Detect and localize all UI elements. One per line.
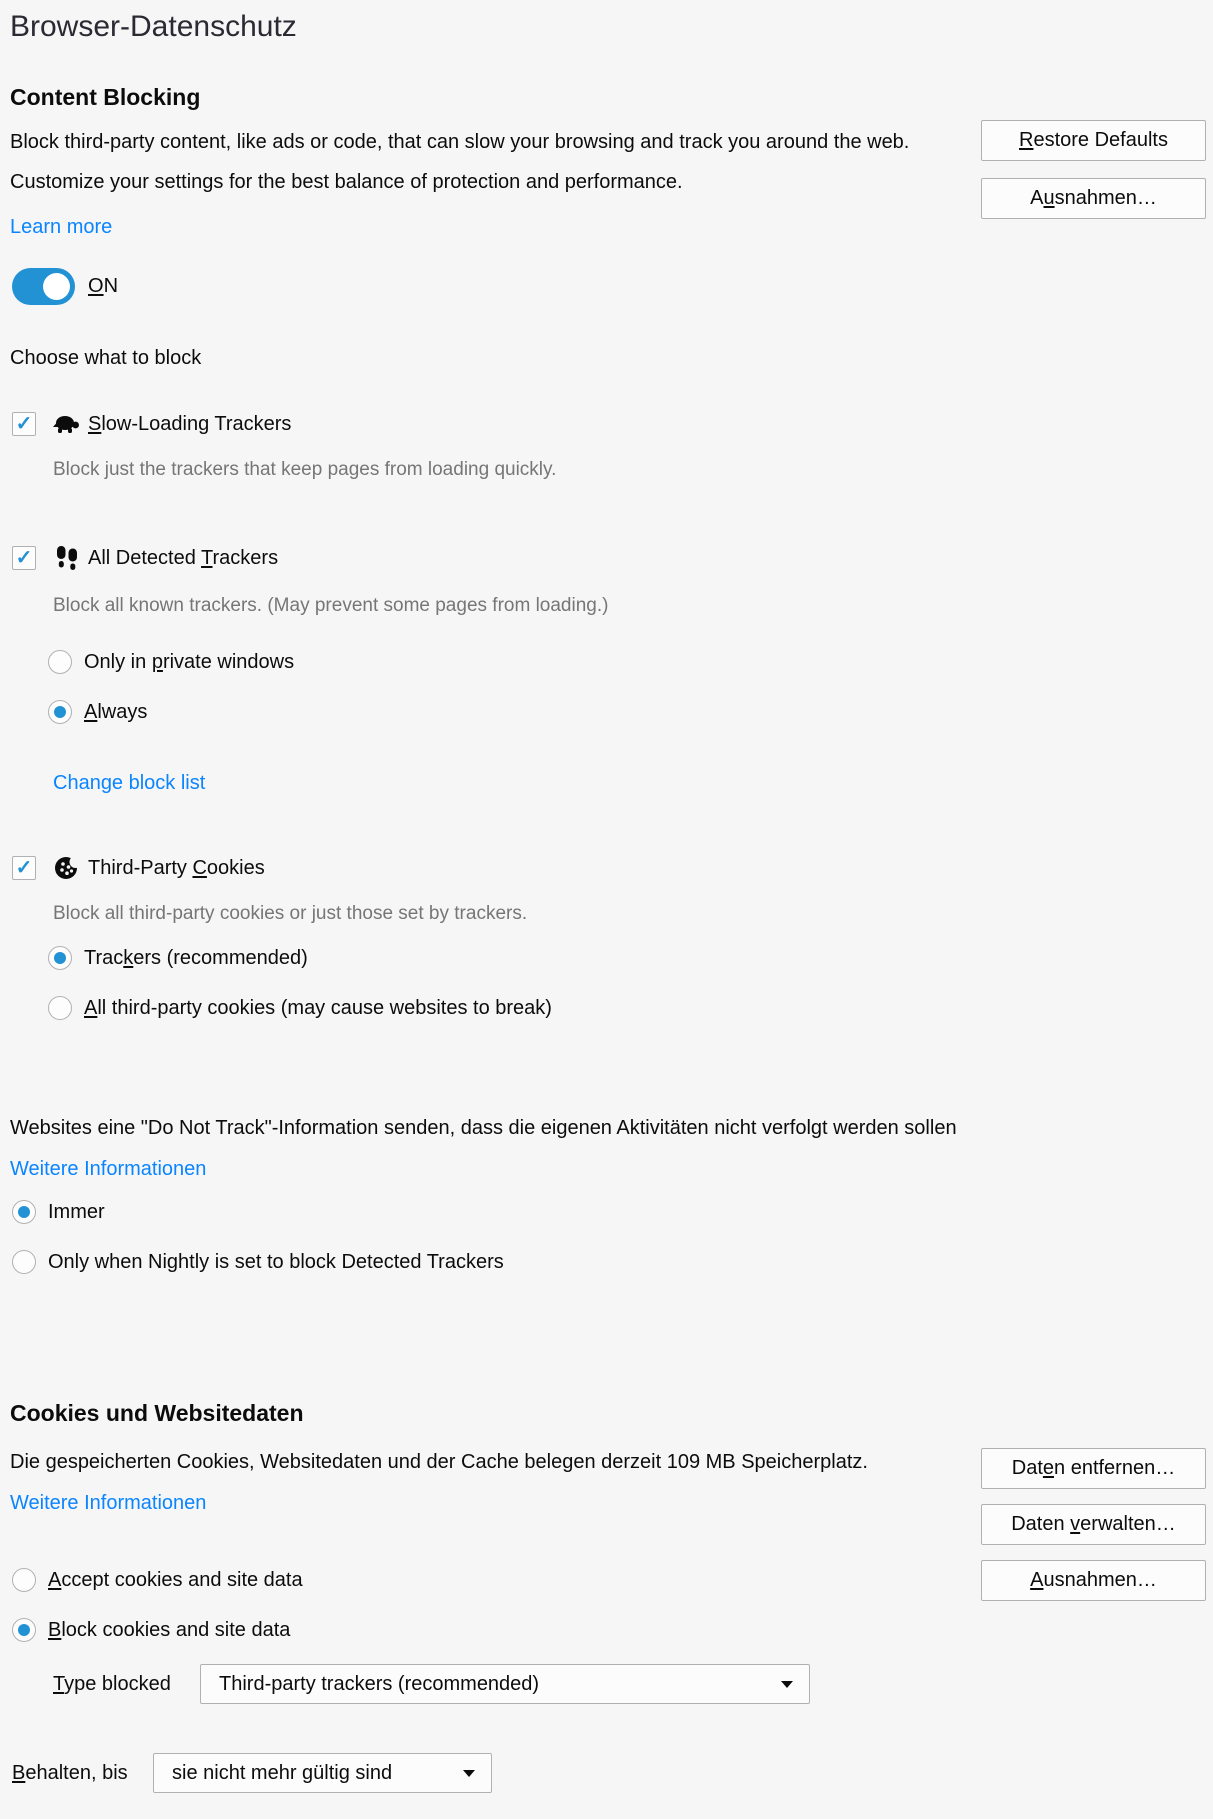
- check-icon: ✓: [15, 413, 33, 435]
- all-detected-trackers-description: Block all known trackers. (May prevent some pages from loading.): [53, 595, 609, 616]
- slow-loading-trackers-row: [10, 410, 1213, 438]
- dnt-always-label[interactable]: Immer: [48, 1200, 105, 1223]
- cookies-heading: Cookies und Websitedaten: [10, 1400, 304, 1426]
- clear-data-button[interactable]: Daten entfernen…: [981, 1448, 1206, 1489]
- all-third-party-cookies-radio[interactable]: [48, 996, 72, 1020]
- check-icon: ✓: [15, 857, 33, 879]
- type-blocked-select[interactable]: [200, 1664, 810, 1704]
- type-blocked-value: Third-party trackers (recommended): [219, 1672, 540, 1695]
- cookies-description: Die gespeicherten Cookies, Websitedaten und der Cache belegen derzeit 109 MB Speicherplatz.: [10, 1451, 868, 1473]
- dnt-nightly-row: [12, 1248, 1213, 1276]
- always-row: [48, 698, 1213, 726]
- only-private-windows-radio[interactable]: [48, 650, 72, 674]
- turtle-icon: [53, 414, 80, 434]
- type-blocked-label: Type blocked: [53, 1672, 171, 1695]
- only-private-windows-label[interactable]: Only in private windows: [84, 650, 295, 673]
- toggle-knob: [43, 273, 70, 300]
- content-blocking-toggle-row: [10, 268, 1213, 305]
- page-title: Browser-Datenschutz: [10, 10, 297, 43]
- dnt-nightly-label[interactable]: Only when Nightly is set to block Detected Trackers: [48, 1250, 504, 1273]
- block-cookies-label[interactable]: Block cookies and site data: [48, 1618, 291, 1641]
- dnt-nightly-radio[interactable]: [12, 1250, 36, 1274]
- third-party-cookies-checkbox[interactable]: [12, 856, 36, 880]
- trackers-recommended-radio[interactable]: [48, 946, 72, 970]
- block-cookies-radio[interactable]: [12, 1618, 36, 1642]
- keep-until-value: sie nicht mehr gültig sind: [172, 1761, 393, 1784]
- third-party-cookies-description: Block all third-party cookies or just those set by trackers.: [53, 903, 528, 924]
- third-party-cookies-row: [10, 854, 1213, 882]
- keep-until-row: [12, 1753, 1213, 1793]
- manage-data-button[interactable]: Daten verwalten…: [981, 1504, 1206, 1545]
- block-cookies-row: [12, 1616, 1213, 1644]
- learn-more-link[interactable]: Learn more: [10, 216, 113, 238]
- keep-until-select[interactable]: [153, 1753, 492, 1793]
- slow-loading-trackers-label[interactable]: Slow-Loading Trackers: [88, 412, 292, 435]
- type-blocked-row: [53, 1664, 1213, 1704]
- check-icon: ✓: [15, 547, 33, 569]
- trackers-recommended-label[interactable]: Trackers (recommended): [84, 946, 308, 969]
- all-detected-trackers-checkbox[interactable]: [12, 546, 36, 570]
- footprints-icon: [53, 546, 80, 570]
- cookies-buttons: [981, 1448, 1206, 1601]
- chevron-down-icon: [781, 1681, 793, 1688]
- chevron-down-icon: [463, 1770, 475, 1777]
- all-third-party-cookies-label[interactable]: All third-party cookies (may cause websites to break): [84, 996, 552, 1019]
- slow-loading-trackers-description: Block just the trackers that keep pages from loading quickly.: [53, 459, 557, 480]
- always-radio[interactable]: [48, 700, 72, 724]
- content-blocking-buttons: [981, 120, 1206, 219]
- toggle-state-label[interactable]: ON: [88, 275, 119, 297]
- cookies-learn-more-link[interactable]: Weitere Informationen: [10, 1492, 207, 1514]
- all-detected-trackers-label[interactable]: All Detected Trackers: [88, 546, 279, 569]
- slow-loading-trackers-checkbox[interactable]: [12, 412, 36, 436]
- change-block-list-link[interactable]: Change block list: [53, 772, 206, 794]
- dnt-always-row: [12, 1198, 1213, 1226]
- cookie-icon: [53, 855, 80, 881]
- dnt-always-radio[interactable]: [12, 1200, 36, 1224]
- accept-cookies-label[interactable]: Accept cookies and site data: [48, 1568, 303, 1591]
- always-label[interactable]: Always: [84, 700, 148, 723]
- do-not-track-learn-more-link[interactable]: Weitere Informationen: [10, 1158, 207, 1180]
- do-not-track-description: Websites eine "Do Not Track"-Information senden, dass die eigenen Aktivitäten nicht verfolgt werden sollen: [10, 1117, 957, 1139]
- content-blocking-heading: Content Blocking: [10, 84, 201, 110]
- all-third-party-cookies-row: [48, 994, 1213, 1022]
- exceptions-button[interactable]: Ausnahmen…: [981, 178, 1206, 219]
- keep-until-label: Behalten, bis: [12, 1761, 128, 1784]
- only-private-windows-row: [48, 648, 1213, 676]
- third-party-cookies-label[interactable]: Third-Party Cookies: [88, 856, 265, 879]
- accept-cookies-radio[interactable]: [12, 1568, 36, 1592]
- trackers-recommended-row: [48, 944, 1213, 972]
- content-blocking-description: Block third-party content, like ads or code, that can slow your browsing and track you around the web. Customize your settings for the best balance of protection and performance.: [10, 131, 910, 193]
- content-blocking-toggle[interactable]: [12, 268, 75, 305]
- cookies-exceptions-button[interactable]: Ausnahmen…: [981, 1560, 1206, 1601]
- all-detected-trackers-row: [10, 544, 1213, 572]
- restore-defaults-button[interactable]: Restore Defaults: [981, 120, 1206, 161]
- choose-what-to-block-label: Choose what to block: [10, 347, 202, 369]
